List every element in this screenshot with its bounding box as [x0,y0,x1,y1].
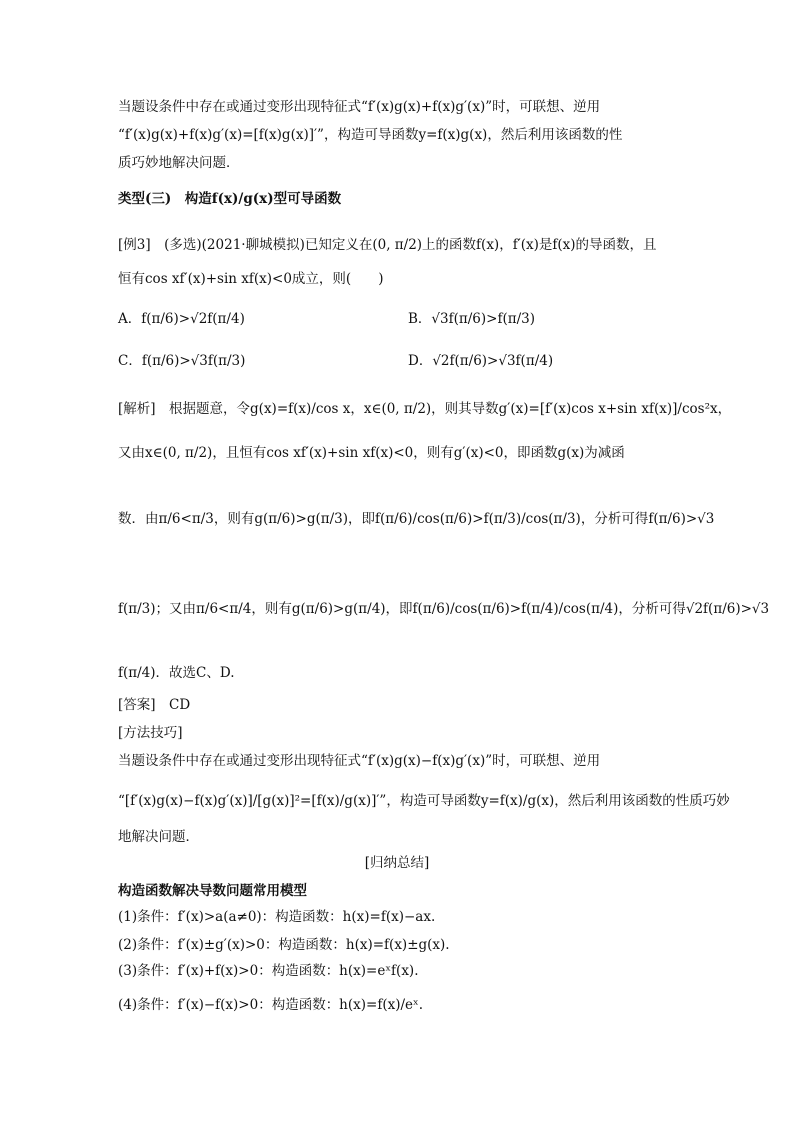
summary-title: [归纳总结] [364,855,430,871]
method-line-3: 地解决问题． [118,829,199,845]
option-c: C．f(π/6)>√3f(π/3) [118,353,246,369]
intro-line-3: 质巧妙地解决问题． [118,155,240,171]
model-item: (2)条件：f′(x)±g′(x)>0：构造函数：h(x)=f(x)±g(x). [118,937,450,953]
option-b: B．√3f(π/6)>f(π/3) [408,311,536,327]
solution-line-4: f(π/3)；又由π/6<π/4，则有g(π/6)>g(π/4)，即f(π/6)/cos(π/6)>f(π/4)/cos(π/4)，分析可得√2f(π/6)>√3 [118,601,770,617]
model-item: (4)条件：f′(x)−f(x)>0：构造函数：h(x)=f(x)/eˣ. [118,997,424,1013]
models-title: 构造函数解决导数问题常用模型 [118,883,307,899]
type3-title: 类型(三) 构造f(x)/g(x)型可导函数 [118,191,342,207]
solution-line-1: [解析] 根据题意，令g(x)=f(x)/cos x，x∈(0, π/2)，则其导数g′(x)=[f′(x)cos x+sin xf(x)]/cos²x， [118,401,732,417]
solution-line-2: 又由x∈(0, π/2)，且恒有cos xf′(x)+sin xf(x)<0，则有g′(x)<0，即函数g(x)为减函 [118,445,625,461]
intro-line-1: 当题设条件中存在或通过变形出现特征式“f′(x)g(x)+f(x)g′(x)”时，可联想、逆用 [118,99,601,115]
model-item: (3)条件：f′(x)+f(x)>0：构造函数：h(x)=eˣf(x). [118,963,419,979]
model-item: (1)条件：f′(x)>a(a≠0)：构造函数：h(x)=f(x)−ax. [118,909,436,925]
option-d: D．√2f(π/6)>√3f(π/4) [408,353,554,369]
option-a: A．f(π/6)>√2f(π/4) [118,311,245,327]
intro-line-2: “f′(x)g(x)+f(x)g′(x)=[f(x)g(x)]′”，构造可导函数y=f(x)g(x)，然后利用该函数的性 [118,127,623,143]
method-line-2: “[f′(x)g(x)−f(x)g′(x)]/[g(x)]²=[f(x)/g(x)]′”，构造可导函数y=f(x)/g(x)，然后利用该函数的性质巧妙 [118,793,730,809]
solution-line-3: 数．由π/6<π/3，则有g(π/6)>g(π/3)，即f(π/6)/cos(π/6)>f(π/3)/cos(π/3)，分析可得f(π/6)>√3 [118,511,715,527]
example-line-2: 恒有cos xf′(x)+sin xf(x)<0成立，则( ) [118,271,384,287]
answer-line: [答案] CD [118,697,191,713]
method-title: [方法技巧] [118,725,183,741]
solution-line-5: f(π/4)．故选C、D. [118,665,235,681]
method-line-1: 当题设条件中存在或通过变形出现特征式“f′(x)g(x)−f(x)g′(x)”时，可联想、逆用 [118,753,601,769]
example-line-1: [例3] (多选)(2021·聊城模拟)已知定义在(0, π/2)上的函数f(x)，f′(x)是f(x)的导函数，且 [118,237,657,253]
